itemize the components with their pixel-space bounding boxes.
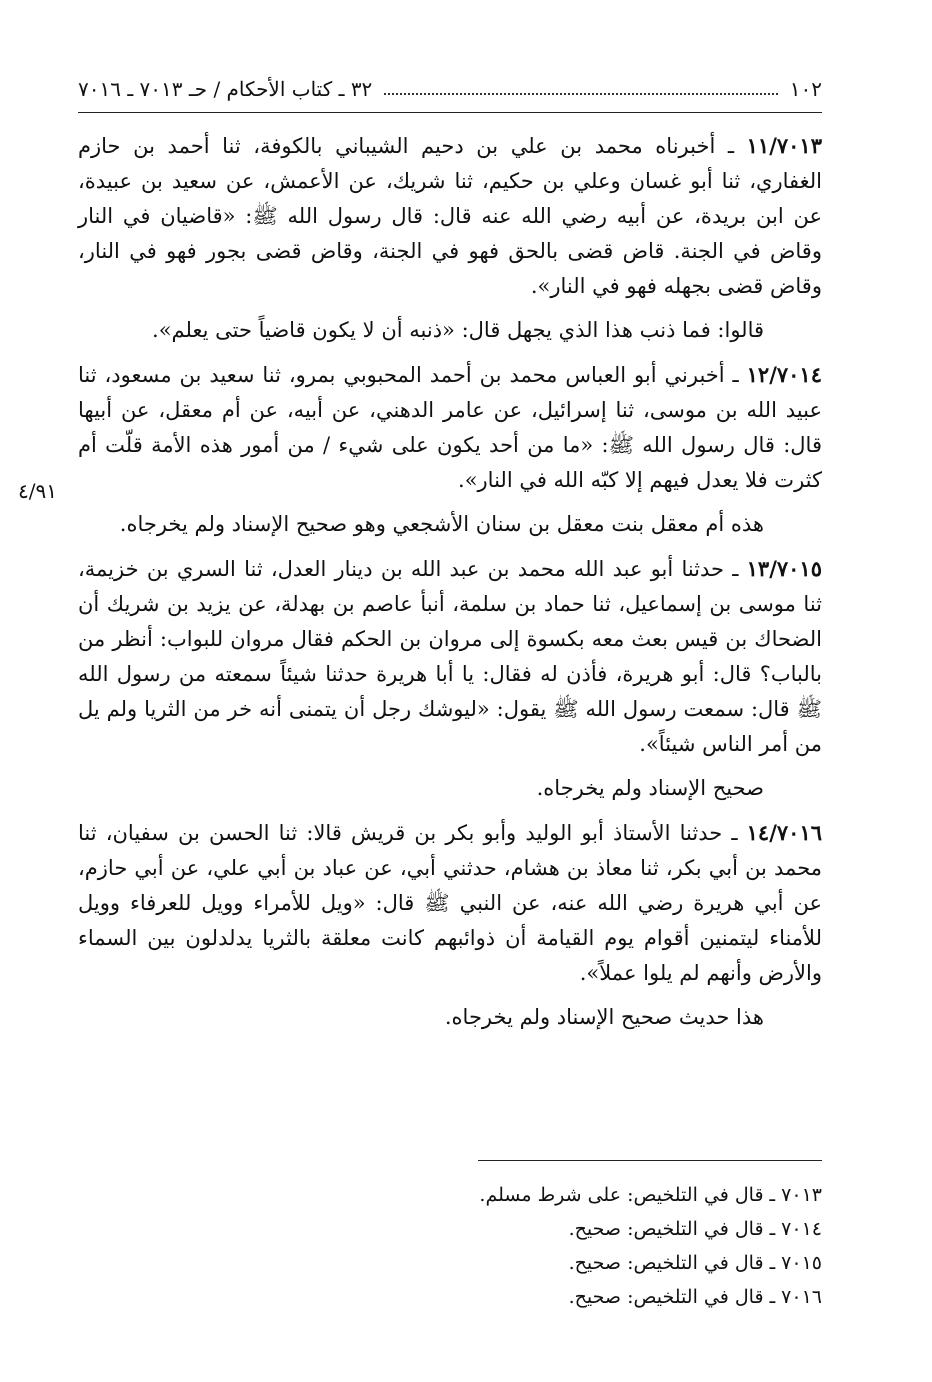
footnote-item: ٧٠١٤ ـ قال في التلخيص: صحيح. [568,1218,822,1240]
commentary-paragraph [78,507,822,542]
footnote-rule [478,1160,822,1161]
header-rule [78,112,822,113]
commentary-paragraph [78,313,822,348]
hadith-paragraph [78,128,822,304]
hadith-paragraph [78,815,822,991]
hadith-text: ـ أخبرني أبو العباس محمد بن أحمد المحبوبي بمرو، ثنا سعيد بن مسعود، ثنا عبيد الله بن موسى، ثنا إسرائيل، عن عامر الدهني، عن أبيه، عن أم معقل، عن أبيها قال: قال رسول الله ﷺ: «ما من أحد يكون على شيء / من أمور هذه الأمة قلّت أم كثرت فلا يعدل فيهم إلا كبّه الله في النار». [78,363,822,492]
commentary-text: قالوا: فما ذنب هذا الذي يجهل قال: «ذنبه أن لا يكون قاضياً حتى يعلم». [152,318,764,342]
hadith-number: ١٢/٧٠١٤ [746,362,822,387]
hadith-number: ١٣/٧٠١٥ [746,556,822,581]
running-title: ٣٢ ـ كتاب الأحكام / حـ ٧٠١٣ ـ ٧٠١٦ [78,77,373,101]
footnote-item: ٧٠١٦ ـ قال في التلخيص: صحيح. [568,1286,822,1308]
hadith-number: ١١/٧٠١٣ [746,133,822,158]
commentary-text: صحيح الإسناد ولم يخرجاه. [536,776,764,800]
page-header [78,72,822,106]
hadith-text: ـ حدثنا الأستاذ أبو الوليد وأبو بكر بن قريش قالا: ثنا الحسن بن سفيان، ثنا محمد بن أبي بكر، ثنا معاذ بن هشام، حدثني أبي، عن عباد بن أبي علي، عن أبي حازم، عن أبي هريرة رضي الله عنه، عن النبي ﷺ قال: «ويل للأمراء وويل للعرفاء وويل للأمناء ليتمنين أقوام يوم القيامة أن ذوائبهم كانت معلقة بالثريا يدلدلون بين السماء والأرض وأنهم لم يلوا عملاً». [78,821,822,985]
footnote-item: ٧٠١٥ ـ قال في التلخيص: صحيح. [568,1252,822,1274]
footnotes [78,1178,822,1314]
footnote-item: ٧٠١٣ ـ قال في التلخيص: على شرط مسلم. [479,1184,822,1206]
header-dotted-leader [384,83,777,95]
commentary-paragraph [78,771,822,806]
hadith-paragraph [78,357,822,498]
hadith-text: ـ حدثنا أبو عبد الله محمد بن عبد الله بن دينار العدل، ثنا السري بن خزيمة، ثنا موسى بن إسماعيل، ثنا حماد بن سلمة، أنبأ عاصم بن بهدلة، عن يزيد بن شريك أن الضحاك بن قيس بعث معه بكسوة إلى مروان بن الحكم فقال مروان للبواب: أنظر من بالباب؟ قال: أبو هريرة، فأذن له فقال: يا أبا هريرة حدثنا شيئاً سمعته من رسول الله ﷺ قال: سمعت رسول الله ﷺ يقول: «ليوشك رجل أن يتمنى أنه خر من الثريا ولم يل من أمر الناس شيئاً». [78,557,822,756]
hadith-paragraph [78,551,822,762]
hadith-number: ١٤/٧٠١٦ [746,820,823,845]
commentary-text: هذه أم معقل بنت معقل بن سنان الأشجعي وهو صحيح الإسناد ولم يخرجاه. [119,512,764,536]
commentary-text: هذا حديث صحيح الإسناد ولم يخرجاه. [444,1005,764,1029]
margin-reference: ٤/٩١ [18,479,57,503]
hadith-text: ـ أخبرناه محمد بن علي بن دحيم الشيباني بالكوفة، ثنا أحمد بن حازم الغفاري، ثنا أبو غسان وعلي بن حكيم، ثنا شريك، عن الأعمش، عن سعيد بن عبيدة، عن ابن بريدة، عن أبيه رضي الله عنه قال: قال رسول الله ﷺ: «قاضيان في النار وقاض في الجنة. قاض قضى بالحق فهو في الجنة، وقاض قضى بجور فهو في النار، وقاض قضى بجهله فهو في النار». [78,134,822,298]
commentary-paragraph [78,1000,822,1035]
page-number: ١٠٢ [789,77,822,101]
main-text [78,128,822,1044]
